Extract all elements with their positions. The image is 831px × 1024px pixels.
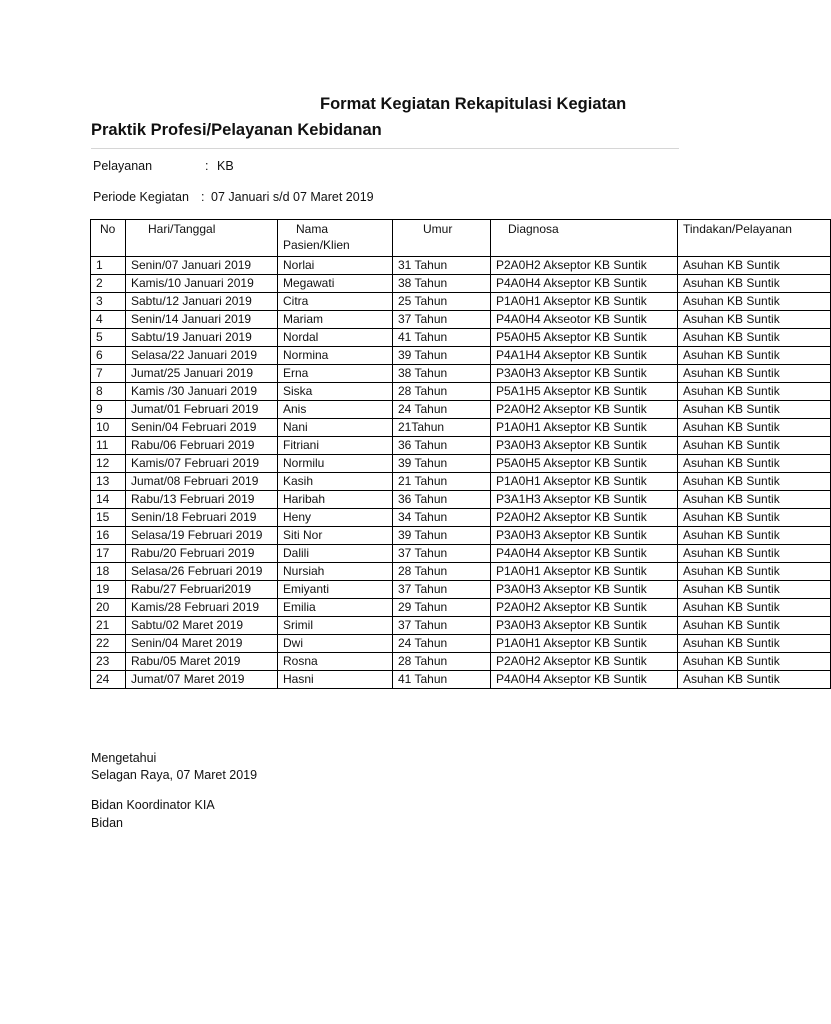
cell-no: 4 [91,311,126,329]
table-row [91,581,831,599]
cell-umur: 24 Tahun [393,401,491,419]
header-nama-line-1: Nama [296,222,329,236]
cell-umur: 21Tahun [393,419,491,437]
table-row [91,383,831,401]
title-line-2: Praktik Profesi/Pelayanan Kebidanan [91,121,382,139]
cell-umur: 29 Tahun [393,599,491,617]
header-diagnosa: Diagnosa [491,220,678,257]
cell-diagnosa: P1A0H1 Akseptor KB Suntik [491,419,678,437]
cell-umur: 36 Tahun [393,437,491,455]
cell-tindakan: Asuhan KB Suntik [678,275,831,293]
cell-hari-tanggal: Selasa/26 Februari 2019 [126,563,278,581]
cell-tindakan: Asuhan KB Suntik [678,347,831,365]
header-nama-line-2: Pasien/Klien [283,238,350,252]
cell-umur: 37 Tahun [393,311,491,329]
cell-no: 12 [91,455,126,473]
cell-hari-tanggal: Kamis /30 Januari 2019 [126,383,278,401]
cell-tindakan: Asuhan KB Suntik [678,653,831,671]
cell-hari-tanggal: Sabtu/19 Januari 2019 [126,329,278,347]
cell-no: 17 [91,545,126,563]
cell-hari-tanggal: Senin/14 Januari 2019 [126,311,278,329]
periode-value: 07 Januari s/d 07 Maret 2019 [211,190,374,204]
cell-no: 9 [91,401,126,419]
cell-tindakan: Asuhan KB Suntik [678,311,831,329]
cell-diagnosa: P4A0H4 Akseptor KB Suntik [491,275,678,293]
cell-hari-tanggal: Jumat/08 Februari 2019 [126,473,278,491]
cell-diagnosa: P5A1H5 Akseptor KB Suntik [491,383,678,401]
cell-umur: 41 Tahun [393,329,491,347]
cell-hari-tanggal: Jumat/25 Januari 2019 [126,365,278,383]
cell-tindakan: Asuhan KB Suntik [678,491,831,509]
rekap-table [90,219,831,689]
cell-nama: Siska [278,383,393,401]
footer-mengetahui: Mengetahui [91,751,157,765]
cell-no: 1 [91,257,126,275]
cell-nama: Megawati [278,275,393,293]
header-no: No [91,220,126,257]
cell-hari-tanggal: Rabu/13 Februari 2019 [126,491,278,509]
pelayanan-value: KB [217,159,234,173]
cell-nama: Normina [278,347,393,365]
footer-place-date: Selagan Raya, 07 Maret 2019 [91,768,258,782]
cell-no: 23 [91,653,126,671]
cell-diagnosa: P3A0H3 Akseptor KB Suntik [491,365,678,383]
rekap-table-viewport [90,219,792,689]
cell-diagnosa: P3A0H3 Akseptor KB Suntik [491,617,678,635]
cell-nama: Srimil [278,617,393,635]
table-row [91,653,831,671]
cell-hari-tanggal: Senin/04 Februari 2019 [126,419,278,437]
cell-umur: 28 Tahun [393,563,491,581]
cell-no: 22 [91,635,126,653]
cell-umur: 39 Tahun [393,527,491,545]
cell-umur: 25 Tahun [393,293,491,311]
cell-nama: Dalili [278,545,393,563]
cell-no: 5 [91,329,126,347]
title-divider [91,148,679,149]
cell-diagnosa: P1A0H1 Akseptor KB Suntik [491,473,678,491]
cell-hari-tanggal: Rabu/06 Februari 2019 [126,437,278,455]
cell-tindakan: Asuhan KB Suntik [678,293,831,311]
cell-diagnosa: P1A0H1 Akseptor KB Suntik [491,293,678,311]
cell-hari-tanggal: Sabtu/02 Maret 2019 [126,617,278,635]
cell-tindakan: Asuhan KB Suntik [678,599,831,617]
cell-hari-tanggal: Selasa/19 Februari 2019 [126,527,278,545]
cell-tindakan: Asuhan KB Suntik [678,419,831,437]
cell-tindakan: Asuhan KB Suntik [678,401,831,419]
cell-nama: Anis [278,401,393,419]
cell-diagnosa: P4A0H4 Akseptor KB Suntik [491,545,678,563]
cell-nama: Nani [278,419,393,437]
cell-nama: Mariam [278,311,393,329]
cell-tindakan: Asuhan KB Suntik [678,545,831,563]
cell-tindakan: Asuhan KB Suntik [678,257,831,275]
table-row [91,617,831,635]
cell-nama: Rosna [278,653,393,671]
cell-no: 24 [91,671,126,689]
cell-no: 15 [91,509,126,527]
cell-hari-tanggal: Kamis/10 Januari 2019 [126,275,278,293]
cell-umur: 21 Tahun [393,473,491,491]
table-row [91,563,831,581]
cell-nama: Nursiah [278,563,393,581]
periode-label: Periode Kegiatan [93,190,189,204]
cell-diagnosa: P5A0H5 Akseptor KB Suntik [491,329,678,347]
cell-umur: 38 Tahun [393,365,491,383]
cell-hari-tanggal: Rabu/05 Maret 2019 [126,653,278,671]
table-row [91,455,831,473]
table-row [91,437,831,455]
cell-nama: Citra [278,293,393,311]
pelayanan-label: Pelayanan [93,159,153,173]
cell-diagnosa: P1A0H1 Akseptor KB Suntik [491,635,678,653]
cell-nama: Dwi [278,635,393,653]
cell-umur: 37 Tahun [393,617,491,635]
cell-nama: Emilia [278,599,393,617]
table-row [91,257,831,275]
cell-diagnosa: P1A0H1 Akseptor KB Suntik [491,563,678,581]
cell-umur: 34 Tahun [393,509,491,527]
cell-nama: Siti Nor [278,527,393,545]
cell-tindakan: Asuhan KB Suntik [678,383,831,401]
cell-no: 2 [91,275,126,293]
table-row [91,635,831,653]
cell-hari-tanggal: Rabu/20 Februari 2019 [126,545,278,563]
cell-tindakan: Asuhan KB Suntik [678,563,831,581]
cell-nama: Erna [278,365,393,383]
cell-nama: Kasih [278,473,393,491]
cell-nama: Hasni [278,671,393,689]
cell-nama: Normilu [278,455,393,473]
footer-bidan: Bidan [91,816,123,830]
header-nama-pasien [278,220,393,257]
cell-umur: 31 Tahun [393,257,491,275]
cell-hari-tanggal: Senin/07 Januari 2019 [126,257,278,275]
cell-hari-tanggal: Rabu/27 Februari2019 [126,581,278,599]
cell-no: 16 [91,527,126,545]
cell-hari-tanggal: Sabtu/12 Januari 2019 [126,293,278,311]
cell-no: 20 [91,599,126,617]
cell-tindakan: Asuhan KB Suntik [678,473,831,491]
cell-hari-tanggal: Selasa/22 Januari 2019 [126,347,278,365]
table-header-row [91,220,831,257]
cell-umur: 24 Tahun [393,635,491,653]
table-row [91,365,831,383]
cell-diagnosa: P2A0H2 Akseptor KB Suntik [491,599,678,617]
cell-diagnosa: P2A0H2 Akseptor KB Suntik [491,401,678,419]
cell-umur: 38 Tahun [393,275,491,293]
cell-nama: Haribah [278,491,393,509]
cell-nama: Heny [278,509,393,527]
cell-umur: 28 Tahun [393,383,491,401]
cell-diagnosa: P3A0H3 Akseptor KB Suntik [491,581,678,599]
table-row [91,671,831,689]
footer-koordinator: Bidan Koordinator KIA [91,798,215,812]
cell-nama: Emiyanti [278,581,393,599]
periode-line [93,190,374,204]
table-row [91,473,831,491]
table-row [91,311,831,329]
periode-separator: : [201,190,205,204]
cell-diagnosa: P4A0H4 Akseotor KB Suntik [491,311,678,329]
cell-no: 6 [91,347,126,365]
header-tindakan: Tindakan/Pelayanan [678,220,831,257]
cell-no: 19 [91,581,126,599]
cell-tindakan: Asuhan KB Suntik [678,671,831,689]
title-line-1: Format Kegiatan Rekapitulasi Kegiatan [320,95,627,113]
cell-hari-tanggal: Senin/18 Februari 2019 [126,509,278,527]
table-row [91,347,831,365]
cell-umur: 36 Tahun [393,491,491,509]
table-row [91,401,831,419]
table-row [91,509,831,527]
cell-tindakan: Asuhan KB Suntik [678,329,831,347]
table-row [91,275,831,293]
table-body [91,257,831,689]
cell-diagnosa: P3A1H3 Akseptor KB Suntik [491,491,678,509]
cell-hari-tanggal: Kamis/28 Februari 2019 [126,599,278,617]
cell-umur: 39 Tahun [393,347,491,365]
table-row [91,599,831,617]
cell-tindakan: Asuhan KB Suntik [678,365,831,383]
cell-no: 8 [91,383,126,401]
cell-hari-tanggal: Jumat/01 Februari 2019 [126,401,278,419]
cell-no: 14 [91,491,126,509]
cell-diagnosa: P2A0H2 Akseptor KB Suntik [491,257,678,275]
cell-umur: 39 Tahun [393,455,491,473]
cell-tindakan: Asuhan KB Suntik [678,437,831,455]
cell-diagnosa: P3A0H3 Akseptor KB Suntik [491,437,678,455]
table-row [91,527,831,545]
cell-nama: Nordal [278,329,393,347]
cell-no: 10 [91,419,126,437]
cell-diagnosa: P4A1H4 Akseptor KB Suntik [491,347,678,365]
header-hari-tanggal: Hari/Tanggal [126,220,278,257]
cell-tindakan: Asuhan KB Suntik [678,509,831,527]
cell-hari-tanggal: Senin/04 Maret 2019 [126,635,278,653]
cell-no: 7 [91,365,126,383]
cell-no: 11 [91,437,126,455]
cell-tindakan: Asuhan KB Suntik [678,635,831,653]
table-row [91,293,831,311]
cell-tindakan: Asuhan KB Suntik [678,455,831,473]
cell-tindakan: Asuhan KB Suntik [678,581,831,599]
cell-tindakan: Asuhan KB Suntik [678,617,831,635]
cell-diagnosa: P2A0H2 Akseptor KB Suntik [491,509,678,527]
cell-hari-tanggal: Jumat/07 Maret 2019 [126,671,278,689]
cell-hari-tanggal: Kamis/07 Februari 2019 [126,455,278,473]
table-row [91,329,831,347]
cell-umur: 37 Tahun [393,581,491,599]
cell-umur: 28 Tahun [393,653,491,671]
header-umur: Umur [393,220,491,257]
cell-diagnosa: P4A0H4 Akseptor KB Suntik [491,671,678,689]
table-row [91,545,831,563]
cell-diagnosa: P3A0H3 Akseptor KB Suntik [491,527,678,545]
cell-nama: Norlai [278,257,393,275]
cell-no: 3 [91,293,126,311]
cell-diagnosa: P2A0H2 Akseptor KB Suntik [491,653,678,671]
table-row [91,419,831,437]
cell-diagnosa: P5A0H5 Akseptor KB Suntik [491,455,678,473]
cell-no: 13 [91,473,126,491]
table-row [91,491,831,509]
cell-umur: 37 Tahun [393,545,491,563]
pelayanan-separator: : [205,159,209,173]
cell-nama: Fitriani [278,437,393,455]
cell-no: 18 [91,563,126,581]
cell-umur: 41 Tahun [393,671,491,689]
pelayanan-line [93,159,234,173]
cell-tindakan: Asuhan KB Suntik [678,527,831,545]
cell-no: 21 [91,617,126,635]
